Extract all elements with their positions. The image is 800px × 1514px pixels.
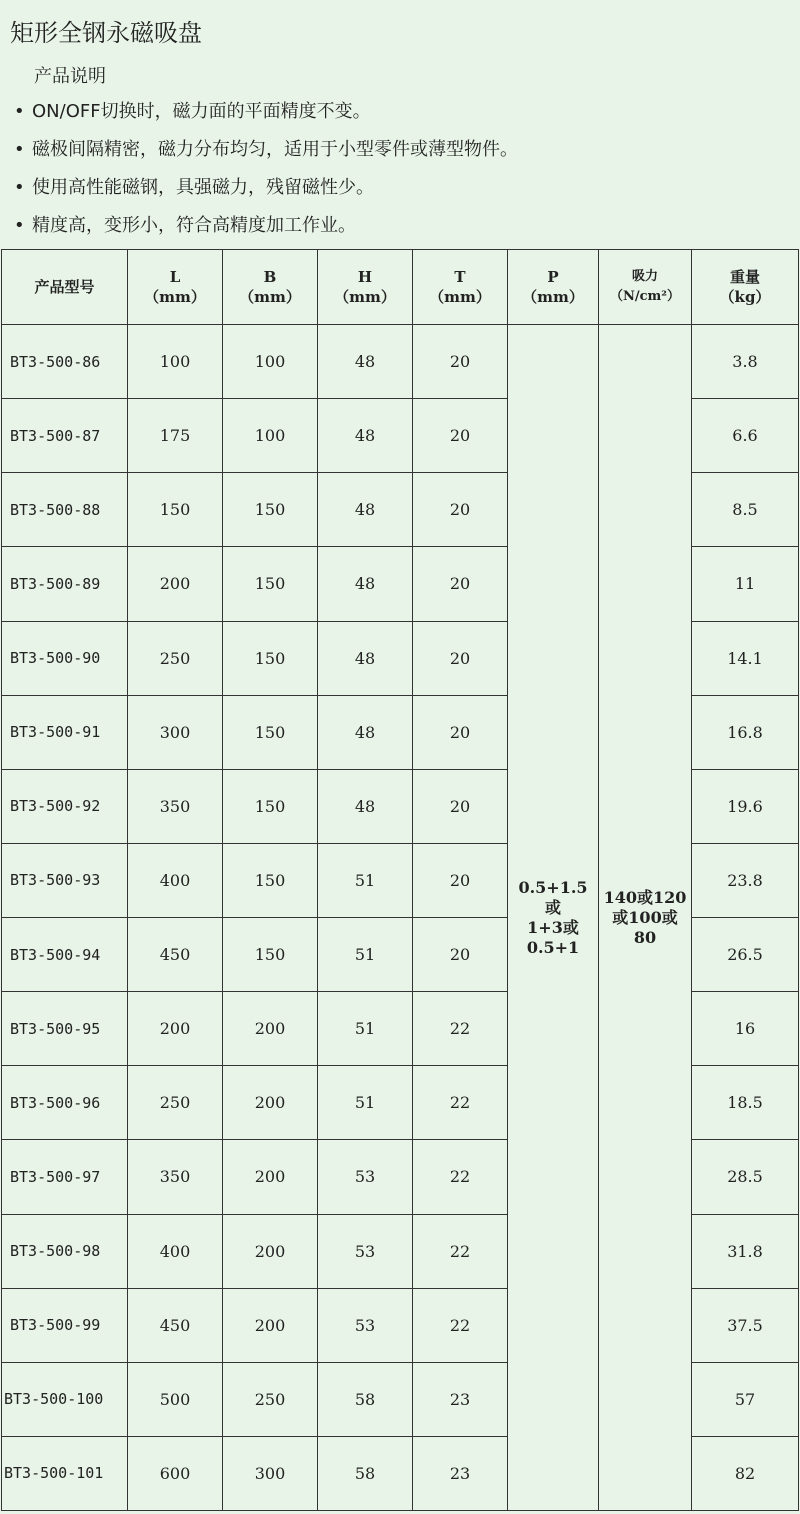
cell-h: 48 xyxy=(318,621,413,695)
bullet-marker: • xyxy=(14,139,25,160)
cell-b: 200 xyxy=(223,1140,318,1214)
cell-model: BT3-500-96 xyxy=(2,1066,128,1140)
cell-model: BT3-500-86 xyxy=(2,325,128,399)
cell-t: 20 xyxy=(413,695,508,769)
feature-item xyxy=(14,176,518,214)
cell-h: 51 xyxy=(318,1066,413,1140)
cell-b: 100 xyxy=(223,325,318,399)
cell-b: 150 xyxy=(223,473,318,547)
cell-l: 200 xyxy=(128,547,223,621)
cell-model: BT3-500-98 xyxy=(2,1214,128,1288)
cell-l: 400 xyxy=(128,1214,223,1288)
cell-l: 250 xyxy=(128,621,223,695)
cell-l: 100 xyxy=(128,325,223,399)
cell-b: 150 xyxy=(223,621,318,695)
cell-l: 500 xyxy=(128,1362,223,1436)
spec-table xyxy=(1,249,799,1511)
cell-weight: 16.8 xyxy=(692,695,799,769)
cell-t: 20 xyxy=(413,769,508,843)
cell-weight: 3.8 xyxy=(692,325,799,399)
cell-l: 350 xyxy=(128,1140,223,1214)
header-p: P （mm） xyxy=(508,250,599,325)
cell-h: 48 xyxy=(318,473,413,547)
cell-b: 200 xyxy=(223,1288,318,1362)
feature-item xyxy=(14,138,518,176)
cell-model: BT3-500-99 xyxy=(2,1288,128,1362)
cell-b: 150 xyxy=(223,547,318,621)
cell-weight: 82 xyxy=(692,1436,799,1510)
p-line: 或 xyxy=(544,897,561,917)
cell-l: 175 xyxy=(128,399,223,473)
cell-t: 22 xyxy=(413,1288,508,1362)
cell-t: 20 xyxy=(413,621,508,695)
cell-weight: 18.5 xyxy=(692,1066,799,1140)
cell-h: 51 xyxy=(318,843,413,917)
cell-weight: 23.8 xyxy=(692,843,799,917)
cell-l: 150 xyxy=(128,473,223,547)
cell-p-merged xyxy=(508,325,599,1511)
header-force: 吸力 （N/cm²） xyxy=(599,250,692,325)
cell-b: 200 xyxy=(223,1066,318,1140)
cell-l: 350 xyxy=(128,769,223,843)
cell-h: 58 xyxy=(318,1362,413,1436)
cell-h: 53 xyxy=(318,1214,413,1288)
cell-b: 200 xyxy=(223,992,318,1066)
cell-t: 20 xyxy=(413,547,508,621)
cell-b: 150 xyxy=(223,918,318,992)
cell-h: 51 xyxy=(318,992,413,1066)
cell-l: 300 xyxy=(128,695,223,769)
cell-t: 22 xyxy=(413,1214,508,1288)
header-l: L （mm） xyxy=(128,250,223,325)
bullet-marker: • xyxy=(14,215,25,236)
table-body xyxy=(2,325,799,1511)
cell-t: 20 xyxy=(413,325,508,399)
bullet-marker: • xyxy=(14,101,25,122)
cell-weight: 26.5 xyxy=(692,918,799,992)
bullet-marker: • xyxy=(14,177,25,198)
cell-model: BT3-500-95 xyxy=(2,992,128,1066)
cell-model: BT3-500-93 xyxy=(2,843,128,917)
feature-item xyxy=(14,214,518,252)
cell-b: 150 xyxy=(223,695,318,769)
cell-l: 400 xyxy=(128,843,223,917)
cell-weight: 6.6 xyxy=(692,399,799,473)
cell-h: 48 xyxy=(318,399,413,473)
cell-t: 22 xyxy=(413,1140,508,1214)
table-header-row xyxy=(2,250,799,325)
cell-model: BT3-500-89 xyxy=(2,547,128,621)
cell-h: 51 xyxy=(318,918,413,992)
force-line: 140或120 xyxy=(603,887,687,907)
cell-h: 48 xyxy=(318,547,413,621)
cell-l: 450 xyxy=(128,918,223,992)
cell-t: 22 xyxy=(413,1066,508,1140)
p-line: 0.5+1.5 xyxy=(518,877,588,897)
cell-weight: 8.5 xyxy=(692,473,799,547)
header-b: B （mm） xyxy=(223,250,318,325)
cell-model: BT3-500-97 xyxy=(2,1140,128,1214)
header-model: 产品型号 xyxy=(2,250,128,325)
cell-weight: 57 xyxy=(692,1362,799,1436)
cell-model: BT3-500-92 xyxy=(2,769,128,843)
p-line: 0.5+1 xyxy=(526,937,580,957)
cell-weight: 16 xyxy=(692,992,799,1066)
cell-weight: 37.5 xyxy=(692,1288,799,1362)
cell-weight: 19.6 xyxy=(692,769,799,843)
feature-text: ON/OFF切换时，磁力面的平面精度不变。 xyxy=(32,101,371,122)
header-weight: 重量 （kg） xyxy=(692,250,799,325)
cell-h: 48 xyxy=(318,325,413,399)
cell-weight: 31.8 xyxy=(692,1214,799,1288)
cell-weight: 28.5 xyxy=(692,1140,799,1214)
section-subtitle: 产品说明 xyxy=(34,66,106,87)
cell-l: 250 xyxy=(128,1066,223,1140)
force-line: 80 xyxy=(633,927,657,947)
cell-t: 20 xyxy=(413,399,508,473)
cell-h: 48 xyxy=(318,769,413,843)
cell-h: 58 xyxy=(318,1436,413,1510)
cell-b: 200 xyxy=(223,1214,318,1288)
header-h: H （mm） xyxy=(318,250,413,325)
cell-model: BT3-500-90 xyxy=(2,621,128,695)
p-line: 1+3或 xyxy=(527,917,579,937)
cell-t: 20 xyxy=(413,843,508,917)
header-t: T （mm） xyxy=(413,250,508,325)
cell-model: BT3-500-88 xyxy=(2,473,128,547)
cell-weight: 11 xyxy=(692,547,799,621)
cell-b: 150 xyxy=(223,843,318,917)
table-row xyxy=(2,325,799,399)
cell-b: 100 xyxy=(223,399,318,473)
cell-t: 23 xyxy=(413,1362,508,1436)
cell-t: 22 xyxy=(413,992,508,1066)
cell-force-merged xyxy=(599,325,692,1511)
cell-model: BT3-500-94 xyxy=(2,918,128,992)
cell-t: 20 xyxy=(413,473,508,547)
cell-b: 300 xyxy=(223,1436,318,1510)
cell-model: BT3-500-101 xyxy=(2,1436,128,1510)
feature-text: 精度高，变形小，符合高精度加工作业。 xyxy=(32,215,356,236)
page-title: 矩形全钢永磁吸盘 xyxy=(10,19,202,47)
cell-h: 53 xyxy=(318,1288,413,1362)
feature-text: 磁极间隔精密，磁力分布均匀，适用于小型零件或薄型物件。 xyxy=(32,139,518,160)
cell-t: 20 xyxy=(413,918,508,992)
cell-l: 200 xyxy=(128,992,223,1066)
cell-h: 53 xyxy=(318,1140,413,1214)
cell-b: 250 xyxy=(223,1362,318,1436)
cell-l: 450 xyxy=(128,1288,223,1362)
cell-h: 48 xyxy=(318,695,413,769)
cell-l: 600 xyxy=(128,1436,223,1510)
cell-model: BT3-500-87 xyxy=(2,399,128,473)
feature-text: 使用高性能磁钢，具强磁力，残留磁性少。 xyxy=(32,177,374,198)
cell-weight: 14.1 xyxy=(692,621,799,695)
cell-b: 150 xyxy=(223,769,318,843)
force-line: 或100或 xyxy=(612,907,678,927)
cell-t: 23 xyxy=(413,1436,508,1510)
cell-model: BT3-500-91 xyxy=(2,695,128,769)
feature-item xyxy=(14,100,518,138)
feature-list xyxy=(14,100,518,252)
cell-model: BT3-500-100 xyxy=(2,1362,128,1436)
